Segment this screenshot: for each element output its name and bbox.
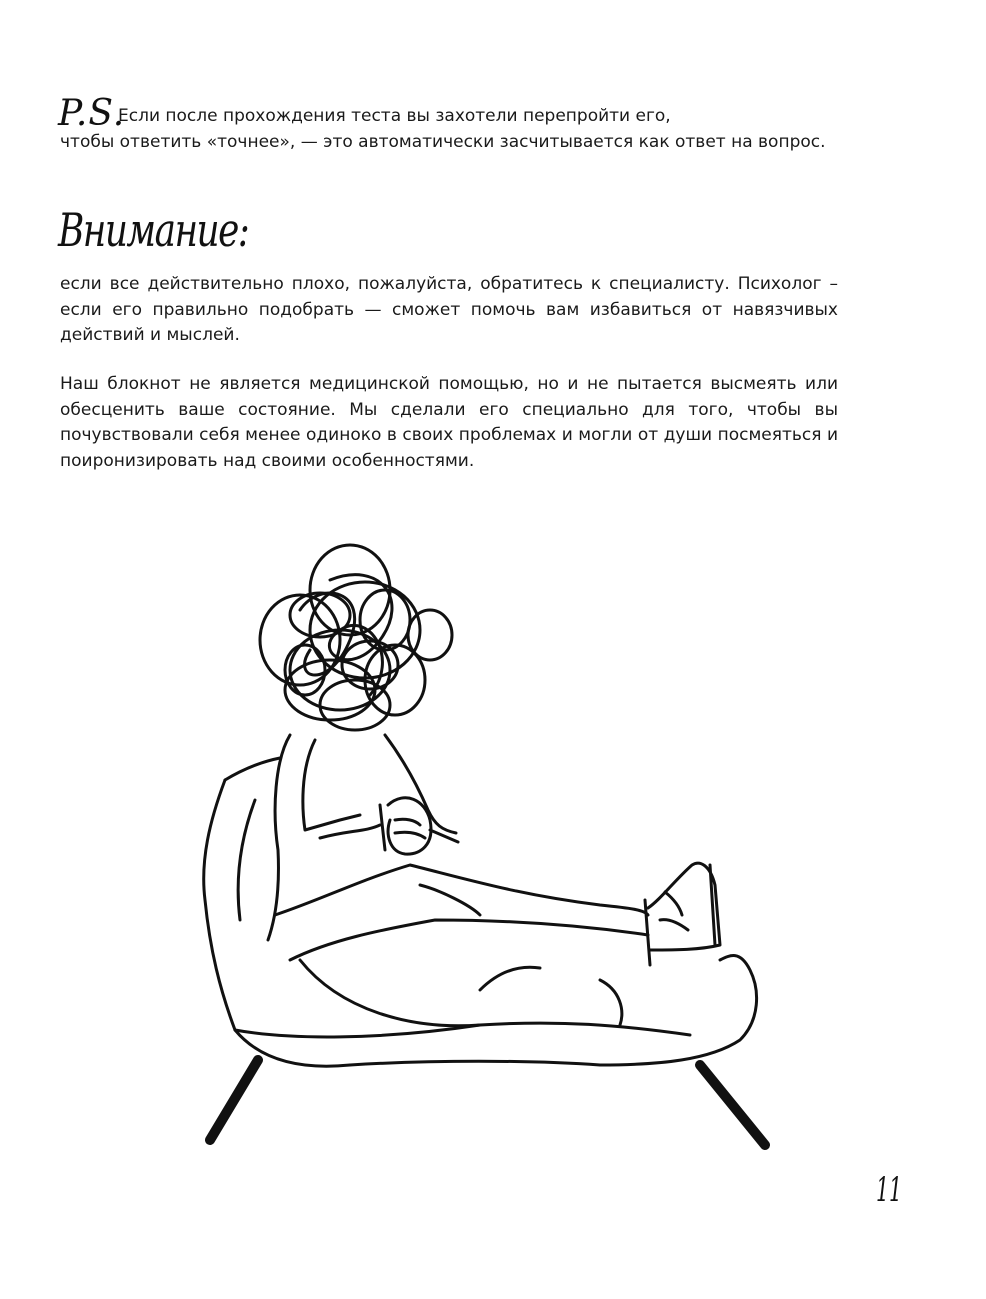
person-on-chaise-illustration bbox=[180, 520, 800, 1160]
page-number: 11 bbox=[876, 1170, 902, 1210]
ps-text-line-2: чтобы ответить «точнее», — это автоматически засчитывается как ответ на вопрос. bbox=[60, 132, 826, 152]
scribble-head-icon bbox=[260, 545, 452, 730]
warning-paragraph-2: Наш блокнот не является медицинской помощью, но и не пытается высмеять или обесценить ваше состояние. Мы сделали его специально для того, чтобы вы почувствовали себя менее одиноко в своих проблемах и могли от души посмеяться и поиронизировать над своими особенностями. bbox=[60, 374, 838, 471]
ps-text-line-1: Если после прохождения теста вы захотели перепройти его, bbox=[118, 106, 671, 126]
warning-paragraph-1: если все действительно плохо, пожалуйста, обратитесь к специалисту. Психолог – если его правильно подобрать — сможет помочь вам избавиться от навязчивых действий и мыслей. bbox=[60, 274, 838, 345]
warning-heading: Внимание: bbox=[58, 203, 249, 257]
ps-mark: P.S. bbox=[58, 93, 126, 134]
